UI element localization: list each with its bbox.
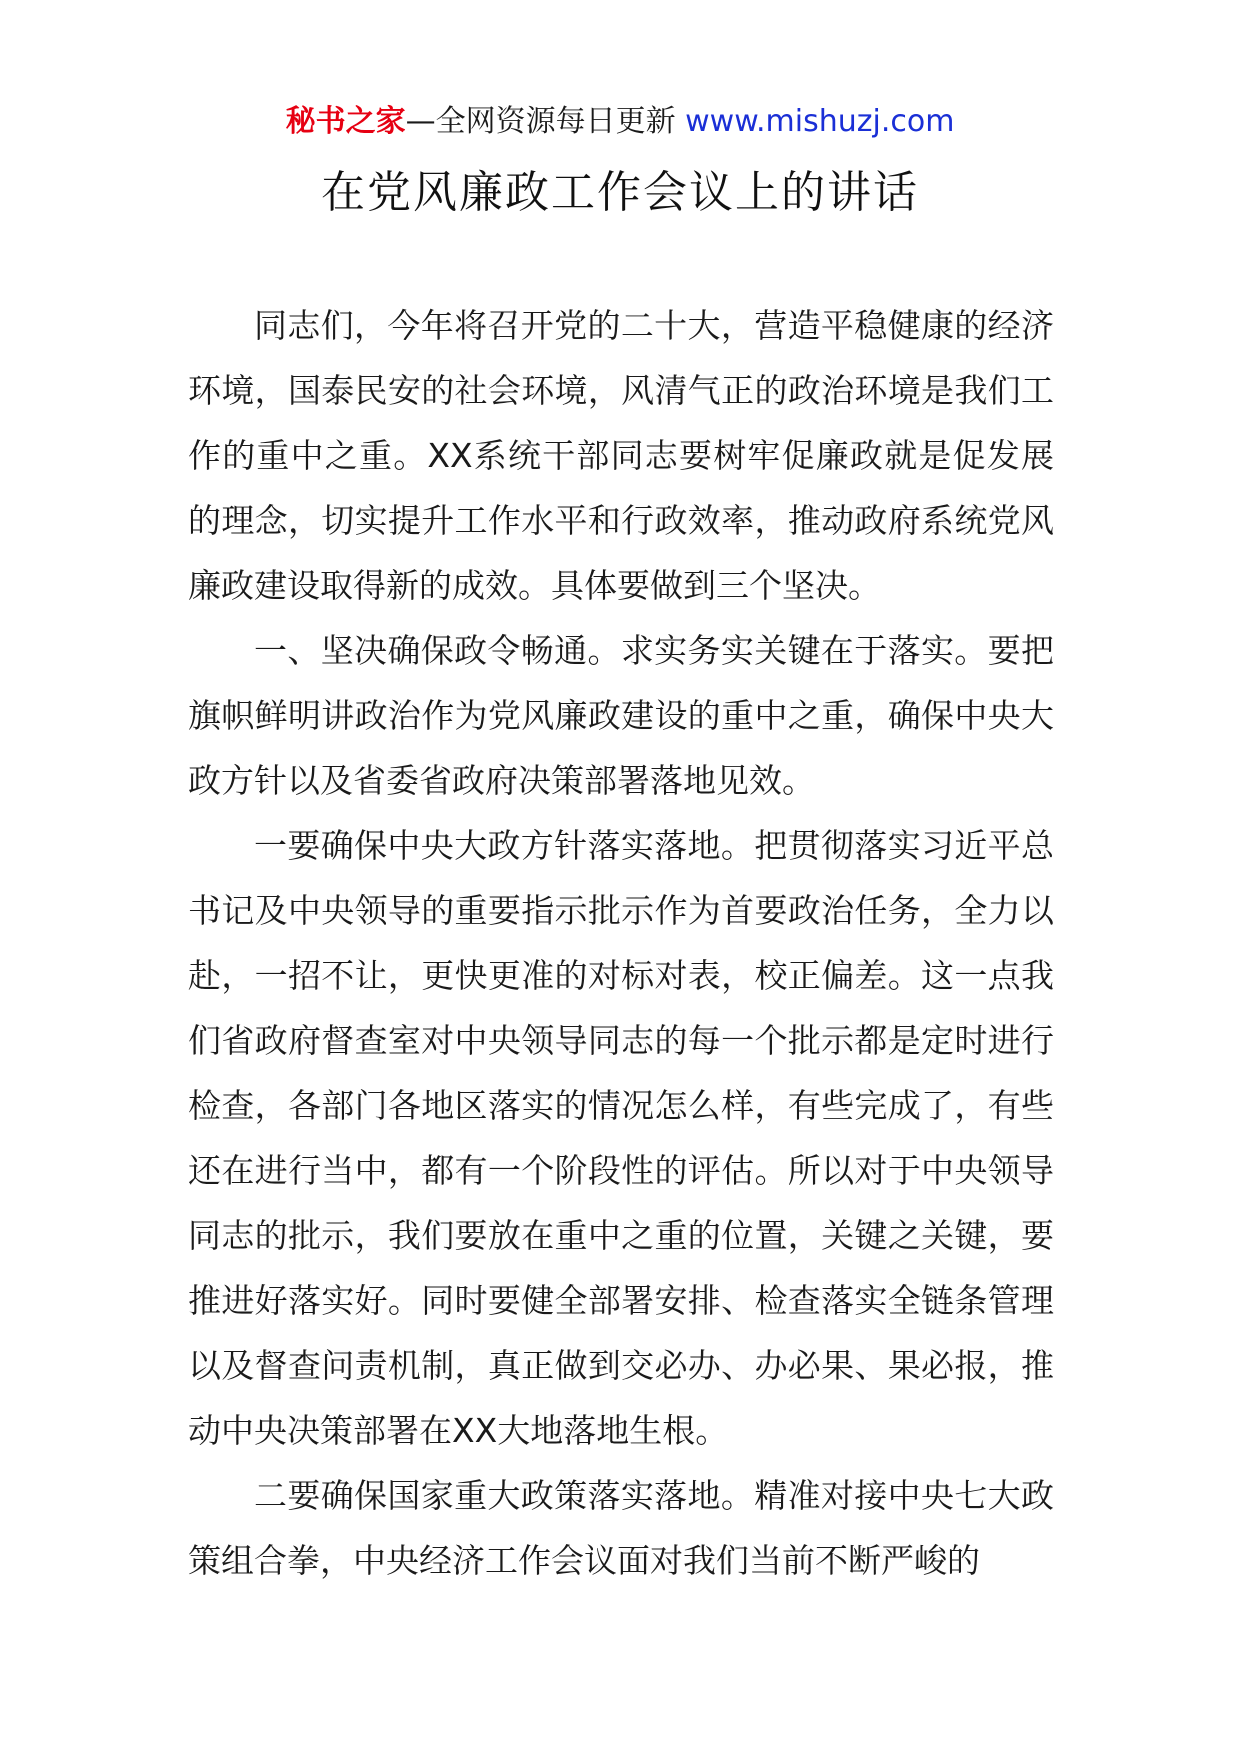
document-body <box>188 293 1054 1593</box>
body-paragraph-3: 一要确保中央大政方针落实落地。把贯彻落实习近平总书记及中央领导的重要指示批示作为首要政治任务，全力以赴，一招不让，更快更准的对标对表，校正偏差。这一点我们省政府督查室对中央领导同志的每一个批示都是定时进行检查，各部门各地区落实的情况怎么样，有些完成了，有些还在进行当中，都有一个阶段性的评估。所以对于中央领导同志的批示，我们要放在重中之重的位置，关键之关键，要推进好落实好。同时要健全部署安排、检查落实全链条管理以及督查问责机制，真正做到交必办、办必果、果必报，推动中央决策部署在XX大地落地生根。 <box>188 826 1054 1450</box>
body-paragraph-1: 同志们，今年将召开党的二十大，营造平稳健康的经济环境，国泰民安的社会环境，风清气正的政治环境是我们工作的重中之重。XX系统干部同志要树牢促廉政就是促发展的理念，切实提升工作水平和行政效率，推动政府系统党风廉政建设取得新的成效。具体要做到三个坚决。 <box>188 306 1054 605</box>
site-banner <box>0 100 1240 144</box>
body-paragraph-4: 二要确保国家重大政策落实落地。精准对接中央七大政策组合拳，中央经济工作会议面对我们当前不断严峻的 <box>188 1476 1054 1580</box>
site-brand-name: 秘书之家 <box>285 104 406 139</box>
document-title: 在党风廉政工作会议上的讲话 <box>321 167 919 218</box>
site-url-link[interactable]: www.mishuzj.com <box>685 104 955 139</box>
body-paragraph-2: 一、坚决确保政令畅通。求实务实关键在于落实。要把旗帜鲜明讲政治作为党风廉政建设的重中之重，确保中央大政方针以及省委省政府决策部署落地见效。 <box>188 631 1054 800</box>
site-tagline: —全网资源每日更新 <box>405 104 686 139</box>
